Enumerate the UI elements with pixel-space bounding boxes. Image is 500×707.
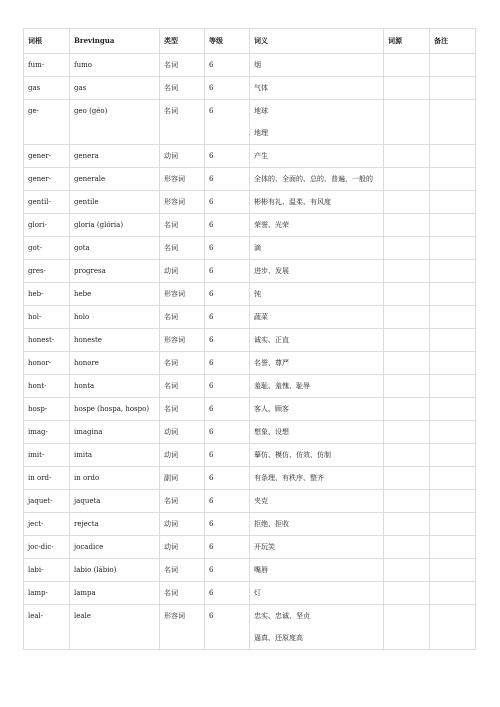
- cell-type: 名词: [160, 398, 205, 421]
- cell-type: 动词: [160, 421, 205, 444]
- table-row: [24, 490, 476, 513]
- table-row: [24, 191, 476, 214]
- meaning-text: 开玩笑: [254, 543, 275, 551]
- meaning-text: 进步、发展: [254, 267, 289, 275]
- cell-root: honor-: [24, 352, 70, 375]
- cell-level: 6: [205, 513, 250, 536]
- cell-level: 6: [205, 260, 250, 283]
- cell-meaning: [250, 191, 384, 214]
- cell-origin: [384, 467, 430, 490]
- cell-meaning: [250, 559, 384, 582]
- meaning-text: 忠实、忠诚、坚贞: [254, 612, 310, 620]
- meaning-text: 彬彬有礼、温柔、有风度: [254, 198, 331, 206]
- header-root: 词根: [24, 29, 70, 54]
- cell-origin: [384, 100, 430, 145]
- cell-root: honest-: [24, 329, 70, 352]
- cell-root: hol-: [24, 306, 70, 329]
- meaning-text: 地球: [254, 107, 268, 115]
- cell-type: 形容词: [160, 605, 205, 650]
- cell-type: 名词: [160, 306, 205, 329]
- table-row: [24, 77, 476, 100]
- table-row: [24, 54, 476, 77]
- cell-brevingua: fumo: [70, 54, 160, 77]
- cell-meaning: [250, 352, 384, 375]
- cell-level: 6: [205, 168, 250, 191]
- meaning-text: 摹仿、模仿、仿效、仿制: [254, 451, 331, 459]
- cell-level: 6: [205, 536, 250, 559]
- cell-root: gentil-: [24, 191, 70, 214]
- meaning-text: 气体: [254, 84, 268, 92]
- header-meaning: 词义: [250, 29, 384, 54]
- cell-root: gres-: [24, 260, 70, 283]
- cell-note: [430, 191, 476, 214]
- cell-meaning: [250, 421, 384, 444]
- cell-note: [430, 168, 476, 191]
- cell-level: 6: [205, 444, 250, 467]
- cell-meaning: [250, 306, 384, 329]
- table-row: [24, 375, 476, 398]
- cell-level: 6: [205, 467, 250, 490]
- meaning-text: 客人、顾客: [254, 405, 289, 413]
- cell-brevingua: jaqueta: [70, 490, 160, 513]
- cell-meaning: [250, 77, 384, 100]
- cell-origin: [384, 237, 430, 260]
- cell-meaning: [250, 513, 384, 536]
- cell-type: 形容词: [160, 283, 205, 306]
- cell-brevingua: gloria (glória): [70, 214, 160, 237]
- cell-root: gener-: [24, 168, 70, 191]
- cell-type: 名词: [160, 77, 205, 100]
- cell-brevingua: hospe (hospa, hospo): [70, 398, 160, 421]
- cell-root: joc-dic-: [24, 536, 70, 559]
- cell-note: [430, 605, 476, 650]
- cell-meaning: [250, 329, 384, 352]
- cell-meaning: [250, 100, 384, 145]
- meaning-text: 拒绝、拒收: [254, 520, 289, 528]
- cell-root: lamp-: [24, 582, 70, 605]
- table-row: [24, 100, 476, 145]
- cell-root: in ord-: [24, 467, 70, 490]
- cell-note: [430, 54, 476, 77]
- cell-brevingua: imita: [70, 444, 160, 467]
- table-row: [24, 582, 476, 605]
- cell-level: 6: [205, 283, 250, 306]
- table-header-row: [24, 29, 476, 54]
- cell-brevingua: labio (lábio): [70, 559, 160, 582]
- cell-root: imit-: [24, 444, 70, 467]
- cell-origin: [384, 329, 430, 352]
- meaning-text: 羞耻、羞愧、耻辱: [254, 382, 310, 390]
- cell-note: [430, 237, 476, 260]
- cell-origin: [384, 352, 430, 375]
- cell-origin: [384, 168, 430, 191]
- cell-brevingua: leale: [70, 605, 160, 650]
- cell-brevingua: imagina: [70, 421, 160, 444]
- cell-brevingua: gas: [70, 77, 160, 100]
- cell-meaning: [250, 168, 384, 191]
- cell-root: imag-: [24, 421, 70, 444]
- cell-root: gas: [24, 77, 70, 100]
- cell-level: 6: [205, 329, 250, 352]
- table-row: [24, 444, 476, 467]
- cell-level: 6: [205, 145, 250, 168]
- cell-note: [430, 467, 476, 490]
- cell-note: [430, 214, 476, 237]
- table-row: [24, 559, 476, 582]
- cell-root: heb-: [24, 283, 70, 306]
- meaning-text: 钝: [254, 290, 261, 298]
- cell-type: 名词: [160, 582, 205, 605]
- cell-note: [430, 490, 476, 513]
- cell-type: 名词: [160, 559, 205, 582]
- cell-origin: [384, 582, 430, 605]
- header-level: 等级: [205, 29, 250, 54]
- cell-root: glori-: [24, 214, 70, 237]
- cell-type: 形容词: [160, 168, 205, 191]
- cell-meaning: [250, 54, 384, 77]
- cell-brevingua: lampa: [70, 582, 160, 605]
- cell-level: 6: [205, 582, 250, 605]
- cell-type: 名词: [160, 214, 205, 237]
- cell-note: [430, 559, 476, 582]
- cell-type: 名词: [160, 490, 205, 513]
- table-row: [24, 536, 476, 559]
- header-brevingua: Brevingua: [70, 29, 160, 54]
- cell-note: [430, 77, 476, 100]
- cell-origin: [384, 490, 430, 513]
- cell-note: [430, 352, 476, 375]
- cell-type: 名词: [160, 375, 205, 398]
- vocabulary-sheet: [23, 28, 475, 650]
- cell-type: 动词: [160, 145, 205, 168]
- cell-level: 6: [205, 306, 250, 329]
- cell-origin: [384, 559, 430, 582]
- cell-type: 动词: [160, 444, 205, 467]
- cell-meaning: [250, 398, 384, 421]
- cell-brevingua: progresa: [70, 260, 160, 283]
- cell-level: 6: [205, 398, 250, 421]
- cell-level: 6: [205, 77, 250, 100]
- cell-note: [430, 421, 476, 444]
- cell-origin: [384, 421, 430, 444]
- cell-note: [430, 444, 476, 467]
- cell-origin: [384, 54, 430, 77]
- cell-level: 6: [205, 237, 250, 260]
- vocabulary-table: [23, 28, 476, 650]
- meaning-text: 全体的、全面的、总的、普遍，一般的: [254, 175, 373, 183]
- table-row: [24, 352, 476, 375]
- cell-level: 6: [205, 421, 250, 444]
- cell-brevingua: honeste: [70, 329, 160, 352]
- cell-meaning: [250, 582, 384, 605]
- cell-root: hosp-: [24, 398, 70, 421]
- cell-brevingua: gota: [70, 237, 160, 260]
- cell-type: 动词: [160, 536, 205, 559]
- meaning-text: 有条理、有秩序、整齐: [254, 474, 324, 482]
- cell-brevingua: geo (géo): [70, 100, 160, 145]
- cell-meaning: [250, 260, 384, 283]
- cell-meaning: [250, 214, 384, 237]
- cell-root: hont-: [24, 375, 70, 398]
- meaning-text: 嘴唇: [254, 566, 268, 574]
- table-row: [24, 260, 476, 283]
- cell-level: 6: [205, 352, 250, 375]
- cell-note: [430, 329, 476, 352]
- cell-meaning: [250, 605, 384, 650]
- cell-brevingua: gentile: [70, 191, 160, 214]
- meaning-text: 诚实、正直: [254, 336, 289, 344]
- cell-brevingua: honta: [70, 375, 160, 398]
- cell-meaning: [250, 145, 384, 168]
- cell-brevingua: honore: [70, 352, 160, 375]
- cell-level: 6: [205, 54, 250, 77]
- cell-origin: [384, 191, 430, 214]
- cell-origin: [384, 536, 430, 559]
- cell-type: 副词: [160, 467, 205, 490]
- meaning-text: 产生: [254, 152, 268, 160]
- meaning-text: 荣誉、光荣: [254, 221, 289, 229]
- cell-origin: [384, 398, 430, 421]
- cell-level: 6: [205, 375, 250, 398]
- cell-type: 名词: [160, 54, 205, 77]
- cell-brevingua: hebe: [70, 283, 160, 306]
- cell-origin: [384, 260, 430, 283]
- cell-note: [430, 306, 476, 329]
- cell-brevingua: rejecta: [70, 513, 160, 536]
- cell-meaning: [250, 375, 384, 398]
- cell-root: gener-: [24, 145, 70, 168]
- cell-origin: [384, 306, 430, 329]
- cell-type: 动词: [160, 260, 205, 283]
- table-row: [24, 467, 476, 490]
- cell-level: 6: [205, 191, 250, 214]
- cell-note: [430, 398, 476, 421]
- cell-brevingua: genera: [70, 145, 160, 168]
- table-row: [24, 145, 476, 168]
- meaning-text: 烟: [254, 61, 261, 69]
- cell-level: 6: [205, 100, 250, 145]
- table-row: [24, 421, 476, 444]
- cell-root: labi-: [24, 559, 70, 582]
- cell-note: [430, 513, 476, 536]
- cell-type: 名词: [160, 100, 205, 145]
- meaning-text: 想象、设想: [254, 428, 289, 436]
- meaning-text: 名誉、尊严: [254, 359, 289, 367]
- cell-origin: [384, 605, 430, 650]
- table-row: [24, 306, 476, 329]
- cell-type: 名词: [160, 237, 205, 260]
- cell-meaning: [250, 283, 384, 306]
- cell-origin: [384, 214, 430, 237]
- cell-type: 形容词: [160, 329, 205, 352]
- cell-brevingua: jocadice: [70, 536, 160, 559]
- cell-note: [430, 375, 476, 398]
- cell-level: 6: [205, 214, 250, 237]
- cell-note: [430, 100, 476, 145]
- table-row: [24, 214, 476, 237]
- cell-type: 动词: [160, 513, 205, 536]
- cell-type: 名词: [160, 352, 205, 375]
- table-row: [24, 329, 476, 352]
- header-note: 备注: [430, 29, 476, 54]
- cell-origin: [384, 77, 430, 100]
- table-row: [24, 283, 476, 306]
- meaning-text: 蔬菜: [254, 313, 268, 321]
- cell-brevingua: generale: [70, 168, 160, 191]
- table-row: [24, 513, 476, 536]
- table-row: [24, 605, 476, 650]
- cell-level: 6: [205, 605, 250, 650]
- cell-note: [430, 536, 476, 559]
- cell-type: 形容词: [160, 191, 205, 214]
- cell-meaning: [250, 237, 384, 260]
- meaning-text-secondary: 逼真、还原度高: [254, 634, 303, 642]
- meaning-text-secondary: 地理: [254, 129, 268, 137]
- cell-root: jaquet-: [24, 490, 70, 513]
- meaning-text: 夹克: [254, 497, 268, 505]
- header-origin: 词源: [384, 29, 430, 54]
- table-row: [24, 168, 476, 191]
- meaning-text: 滴: [254, 244, 261, 252]
- cell-note: [430, 145, 476, 168]
- cell-level: 6: [205, 559, 250, 582]
- cell-note: [430, 283, 476, 306]
- cell-root: ject-: [24, 513, 70, 536]
- cell-brevingua: in ordo: [70, 467, 160, 490]
- cell-origin: [384, 375, 430, 398]
- cell-root: ge-: [24, 100, 70, 145]
- cell-root: got-: [24, 237, 70, 260]
- cell-note: [430, 582, 476, 605]
- cell-root: leal-: [24, 605, 70, 650]
- cell-origin: [384, 444, 430, 467]
- cell-level: 6: [205, 490, 250, 513]
- cell-root: fum-: [24, 54, 70, 77]
- header-type: 类型: [160, 29, 205, 54]
- cell-meaning: [250, 444, 384, 467]
- cell-meaning: [250, 467, 384, 490]
- cell-origin: [384, 513, 430, 536]
- cell-origin: [384, 145, 430, 168]
- cell-meaning: [250, 490, 384, 513]
- cell-note: [430, 260, 476, 283]
- table-row: [24, 398, 476, 421]
- cell-brevingua: holo: [70, 306, 160, 329]
- meaning-text: 灯: [254, 589, 261, 597]
- table-row: [24, 237, 476, 260]
- cell-origin: [384, 283, 430, 306]
- cell-meaning: [250, 536, 384, 559]
